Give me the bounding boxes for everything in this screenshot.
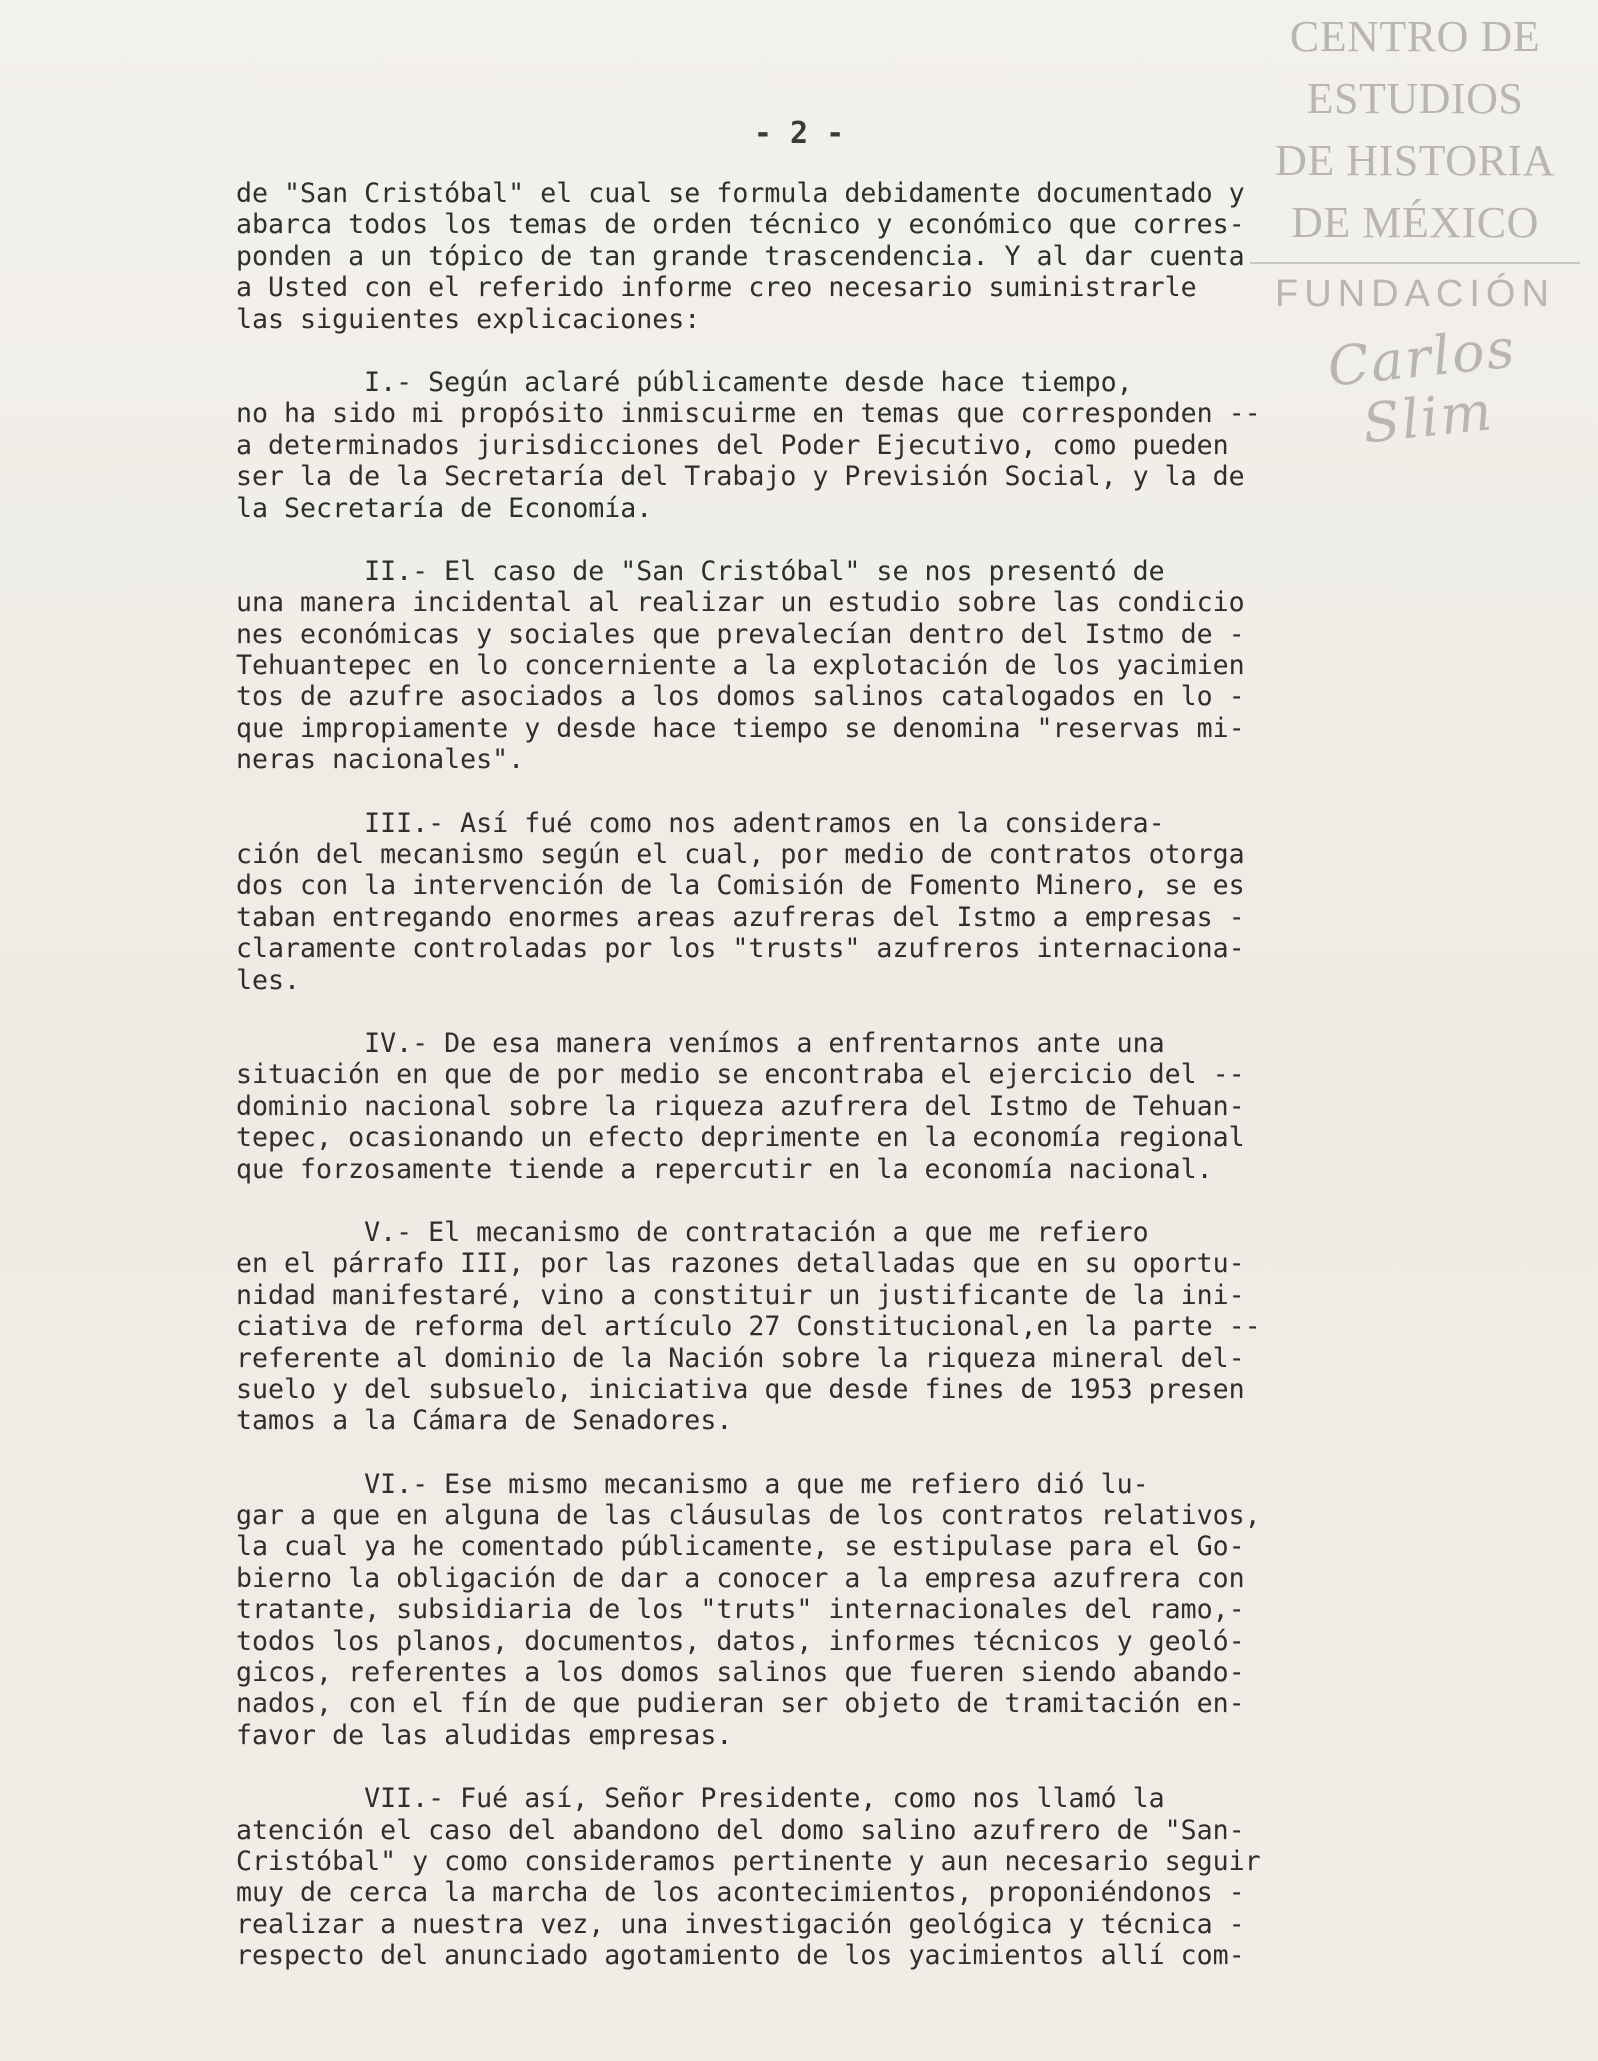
watermark-foundation: FUNDACIÓN bbox=[1275, 273, 1555, 315]
paragraph-spacer bbox=[236, 524, 1456, 556]
paragraph-vii bbox=[236, 1783, 1456, 1971]
text-line: a determinados jurisdicciones del Poder Ejecutivo, como pueden bbox=[236, 429, 1229, 461]
text-line: muy de cerca la marcha de los acontecimientos, proponiéndonos - bbox=[236, 1877, 1245, 1909]
text-line: atención el caso del abandono del domo salino azufrero de "San- bbox=[236, 1814, 1245, 1846]
text-line: les. bbox=[236, 964, 301, 996]
text-line: que impropiamente y desde hace tiempo se denomina "reservas mi- bbox=[236, 712, 1245, 744]
text-line: Cristóbal" y como consideramos pertinente y aun necesario seguir bbox=[236, 1845, 1261, 1877]
text-line: claramente controladas por los "trusts" azufreros internaciona- bbox=[236, 933, 1245, 965]
text-line: nados, con el fín de que pudieran ser objeto de tramitación en- bbox=[236, 1688, 1245, 1720]
text-line: la cual ya he comentado públicamente, se estipulase para el Go- bbox=[236, 1531, 1245, 1563]
watermark-line-3: DE HISTORIA bbox=[1275, 136, 1555, 185]
text-line: dos con la intervención de la Comisión de Fomento Minero, se es bbox=[236, 870, 1245, 902]
paragraph-iii bbox=[236, 808, 1456, 996]
text-line: dominio nacional sobre la riqueza azufrera del Istmo de Tehuan- bbox=[236, 1090, 1245, 1122]
text-line: suelo y del subsuelo, iniciativa que desde fines de 1953 presen bbox=[236, 1373, 1245, 1405]
text-line: II.- El caso de "San Cristóbal" se nos presentó de bbox=[236, 555, 1165, 587]
paragraph-vi bbox=[236, 1469, 1456, 1752]
text-line: nidad manifestaré, vino a constituir un justificante de la ini- bbox=[236, 1279, 1245, 1311]
paragraph-spacer bbox=[236, 1751, 1456, 1783]
text-line: VI.- Ese mismo mecanismo a que me refiero dió lu- bbox=[236, 1468, 1149, 1500]
text-line: respecto del anunciado agotamiento de los yacimientos allí com- bbox=[236, 1940, 1245, 1972]
text-line: I.- Según aclaré públicamente desde hace tiempo, bbox=[236, 366, 1133, 398]
text-line: nes económicas y sociales que prevalecían dentro del Istmo de - bbox=[236, 618, 1245, 650]
text-line: una manera incidental al realizar un estudio sobre las condicio bbox=[236, 587, 1245, 619]
text-line: V.- El mecanismo de contratación a que me refiero bbox=[236, 1216, 1149, 1248]
text-line: la Secretaría de Economía. bbox=[236, 492, 653, 524]
letter-body bbox=[236, 178, 1456, 1972]
text-line: ción del mecanismo según el cual, por medio de contratos otorga bbox=[236, 839, 1245, 871]
watermark-line-2: ESTUDIOS bbox=[1306, 74, 1524, 123]
text-line: taban entregando enormes areas azufreras del Istmo a empresas - bbox=[236, 901, 1245, 933]
text-line: favor de las aludidas empresas. bbox=[236, 1719, 733, 1751]
text-line: ser la de la Secretaría del Trabajo y Previsión Social, y la de bbox=[236, 461, 1245, 493]
text-line: bierno la obligación de dar a conocer a la empresa azufrera con bbox=[236, 1562, 1245, 1594]
text-line: tamos a la Cámara de Senadores. bbox=[236, 1405, 733, 1437]
text-line: tos de azufre asociados a los domos salinos catalogados en lo - bbox=[236, 681, 1245, 713]
text-line: VII.- Fué así, Señor Presidente, como nos llamó la bbox=[236, 1783, 1165, 1815]
paragraph-spacer bbox=[236, 1185, 1456, 1217]
watermark-signature: Carlos Slim bbox=[1324, 316, 1519, 456]
watermark-line-1: CENTRO DE bbox=[1289, 12, 1541, 61]
text-line: de "San Cristóbal" el cual se formula debidamente documentado y bbox=[236, 178, 1245, 209]
paragraph-spacer bbox=[236, 996, 1456, 1028]
text-line: III.- Así fué como nos adentramos en la considera- bbox=[236, 807, 1165, 839]
paragraph-iv bbox=[236, 1028, 1456, 1185]
text-line: referente al dominio de la Nación sobre la riqueza mineral del- bbox=[236, 1342, 1245, 1374]
text-line: tratante, subsidiaria de los "truts" internacionales del ramo,- bbox=[236, 1594, 1245, 1626]
text-line: realizar a nuestra vez, una investigación geológica y técnica - bbox=[236, 1908, 1245, 1940]
text-line: ciativa de reforma del artículo 27 Constitucional,en la parte -- bbox=[236, 1311, 1261, 1343]
text-line: IV.- De esa manera venímos a enfrentarnos ante una bbox=[236, 1027, 1165, 1059]
paragraph-spacer bbox=[236, 776, 1456, 808]
page-number: - 2 - bbox=[753, 116, 845, 151]
text-line: gar a que en alguna de las cláusulas de los contratos relativos, bbox=[236, 1500, 1261, 1532]
text-line: Tehuantepec en lo concerniente a la explotación de los yacimien bbox=[236, 650, 1245, 682]
text-line: abarca todos los temas de orden técnico y económico que corres- bbox=[236, 209, 1245, 241]
paragraph-intro bbox=[236, 178, 1456, 335]
text-line: situación en que de por medio se encontraba el ejercicio del -- bbox=[236, 1059, 1245, 1091]
paragraph-spacer bbox=[236, 335, 1456, 367]
paragraph-ii bbox=[236, 556, 1456, 776]
paragraph-i bbox=[236, 367, 1456, 524]
text-line: que forzosamente tiende a repercutir en la economía nacional. bbox=[236, 1153, 1213, 1185]
text-line: ponden a un tópico de tan grande trascendencia. Y al dar cuenta bbox=[236, 240, 1245, 272]
text-line: tepec, ocasionando un efecto deprimente en la economía regional bbox=[236, 1122, 1245, 1154]
text-line: neras nacionales". bbox=[236, 744, 525, 776]
text-line: todos los planos, documentos, datos, informes técnicos y geoló- bbox=[236, 1625, 1245, 1657]
text-line: a Usted con el referido informe creo necesario suministrarle bbox=[236, 272, 1197, 304]
paragraph-v bbox=[236, 1217, 1456, 1437]
text-line: no ha sido mi propósito inmiscuirme en temas que corresponden -- bbox=[236, 398, 1261, 430]
watermark-line-4: DE MÉXICO bbox=[1291, 198, 1539, 247]
paragraph-spacer bbox=[236, 1437, 1456, 1469]
text-line: en el párrafo III, por las razones detalladas que en su oportu- bbox=[236, 1248, 1245, 1280]
text-line: gicos, referentes a los domos salinos que fueren siendo abando- bbox=[236, 1657, 1245, 1689]
text-line: las siguientes explicaciones: bbox=[236, 303, 701, 335]
